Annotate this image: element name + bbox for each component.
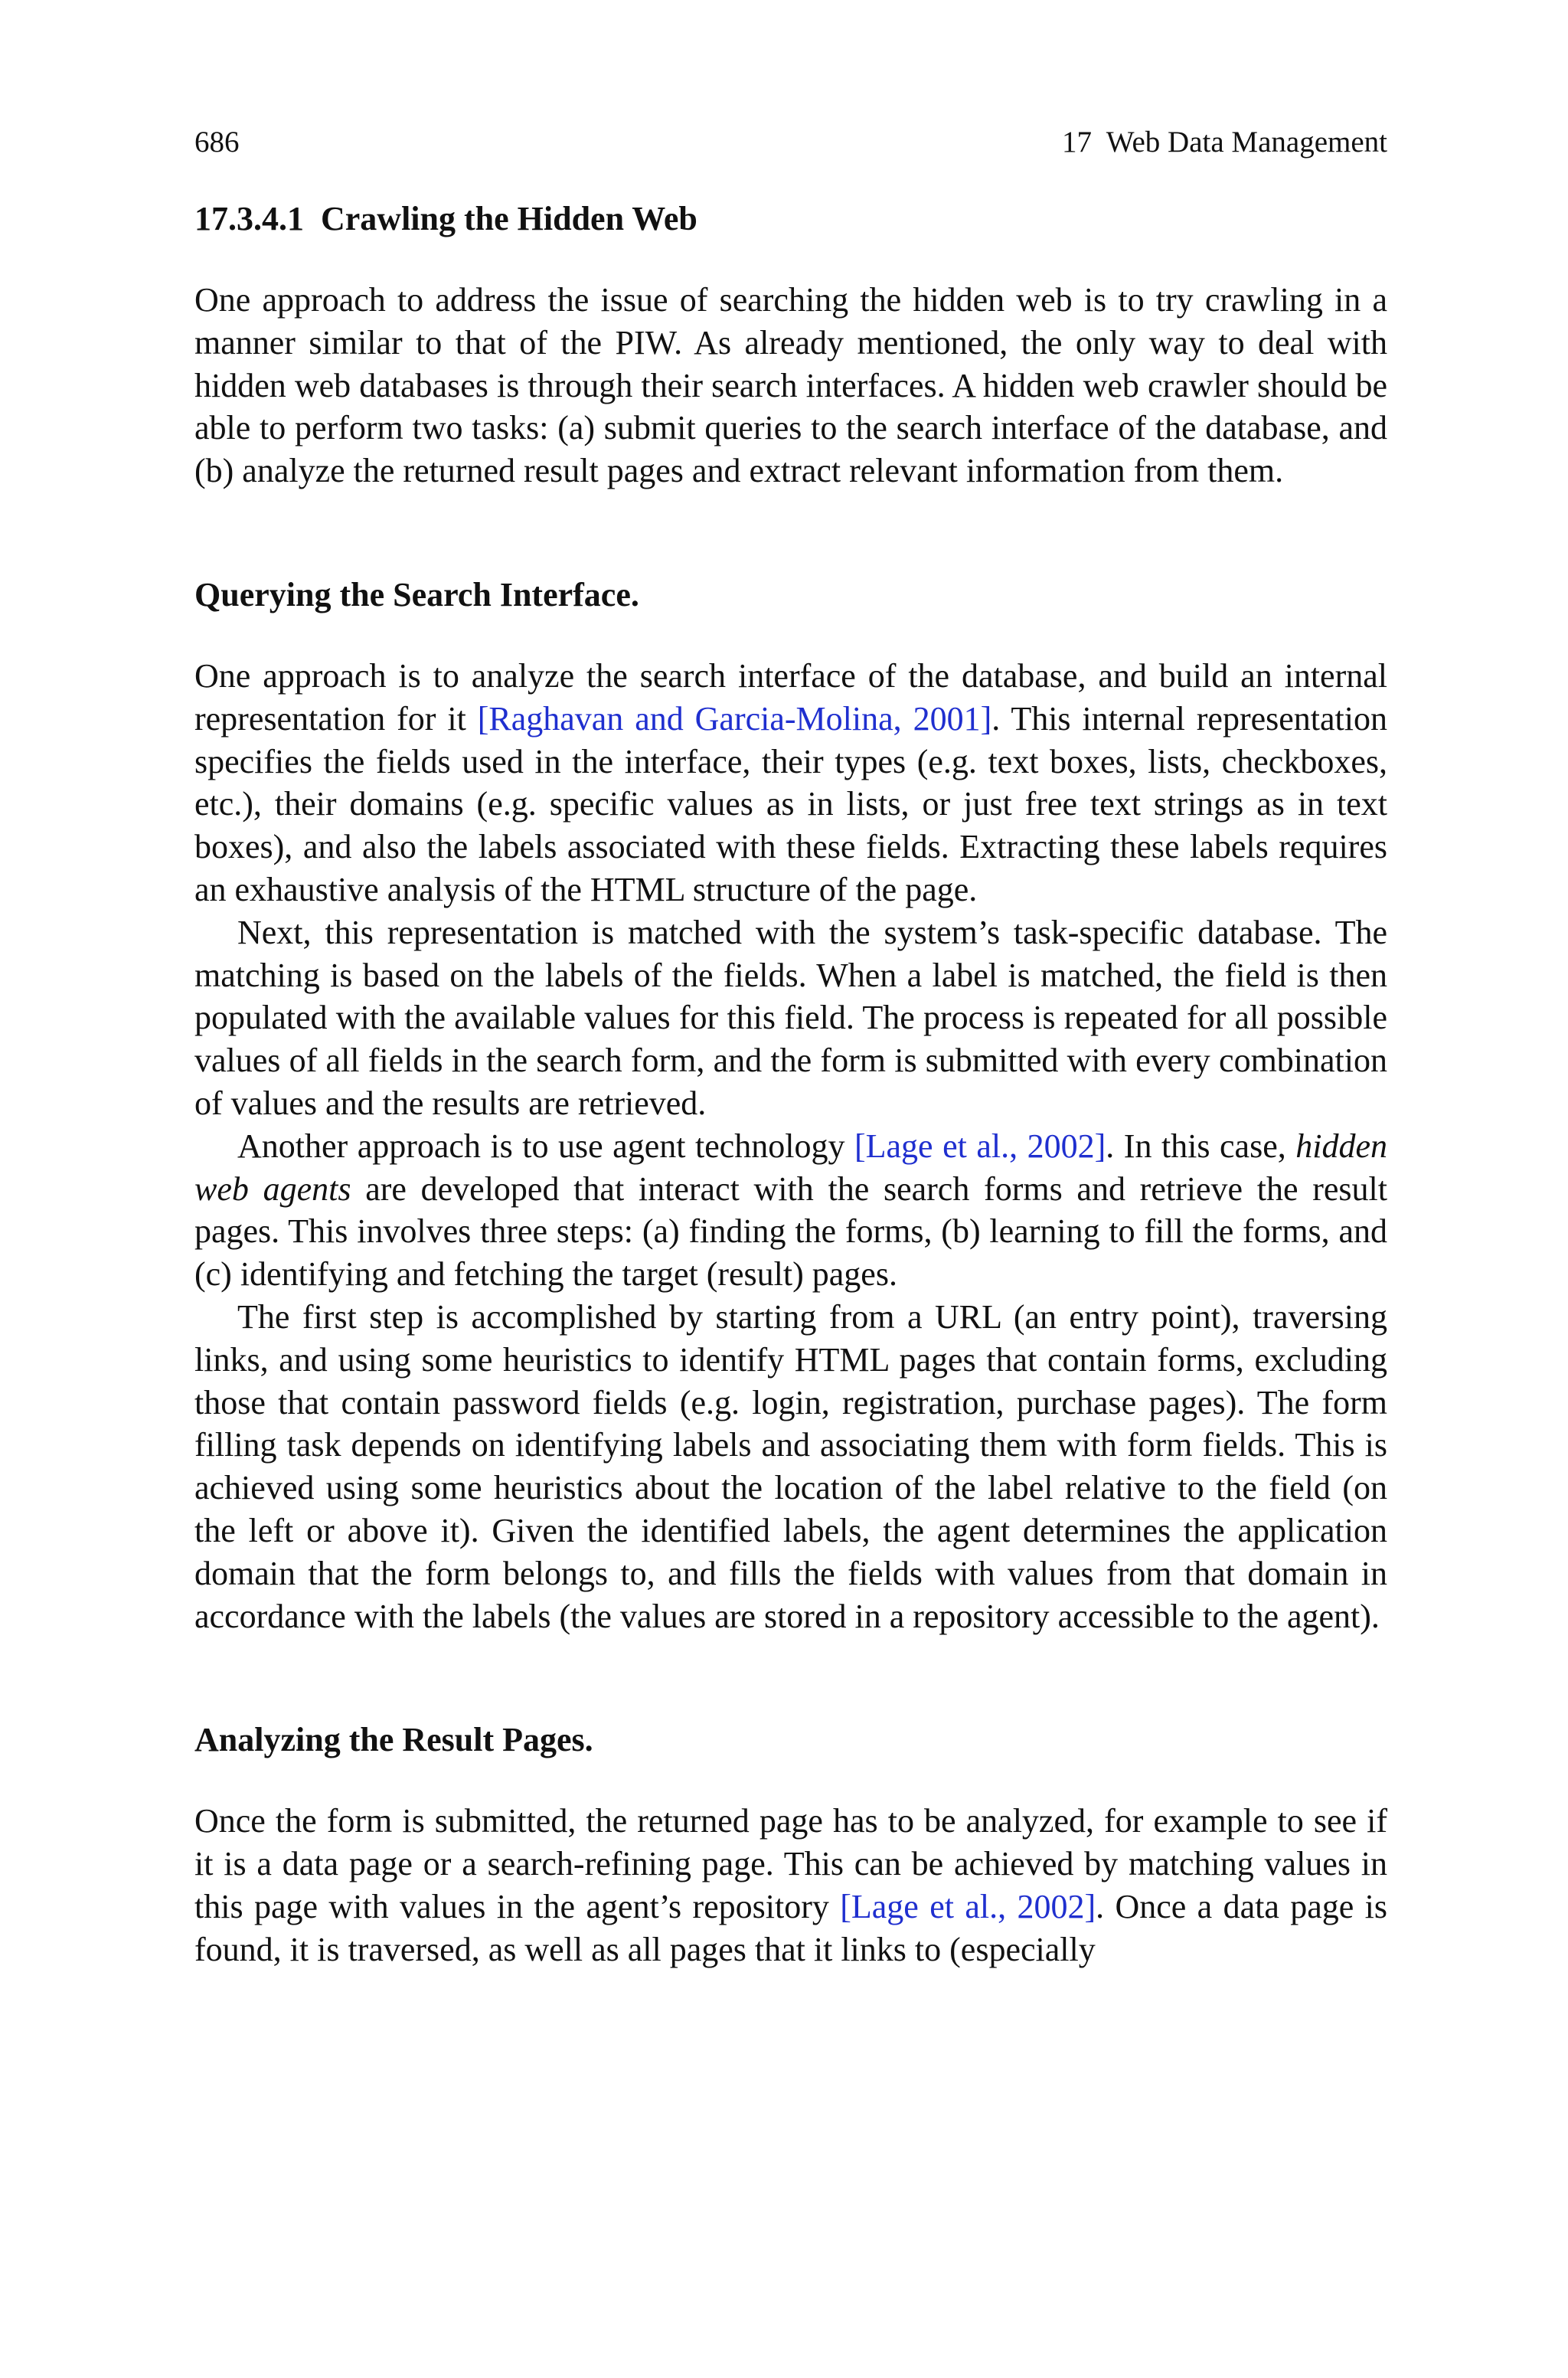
section-number: 17.3.4.1 xyxy=(194,200,304,237)
citation-lage-et-al[interactable]: [Lage et al., 2002] xyxy=(854,1127,1106,1165)
chapter-heading xyxy=(1062,123,1387,162)
querying-p1-text-after: . This internal representation specifies the fields used in the interface, their types (e.g. text boxes, lists, checkboxes, etc.), their domains (e.g. specific values as in lists, or just free text strings as in text boxes), and also the labels associated with these fields. Extracting these labels requires an exhaustive analysis of the HTML structure of the page. xyxy=(194,699,1387,908)
page-number: 686 xyxy=(194,126,240,159)
analyzing-heading: Analyzing the Result Pages. xyxy=(194,1721,593,1759)
chapter-number: 17 xyxy=(1061,126,1092,159)
analyzing-p1-text-before: Once the form is submitted, the returned page has to be analyzed, for example to see if it is a data page or a search-refining page. This can be achieved by matching values in this page with values in the agent’s repository xyxy=(194,1802,1387,1925)
querying-p1-text-before: One approach is to analyze the search interface of the database, and build an internal representation for it xyxy=(194,656,1387,738)
querying-p3-text-middle: . In this case, xyxy=(1106,1127,1296,1165)
section-title: Crawling the Hidden Web xyxy=(321,200,697,237)
section-heading xyxy=(194,196,1387,242)
document-page xyxy=(194,123,1387,1971)
querying-paragraph-2: Next, this representation is matched with the system’s task-specific database. The matching is based on the labels of the fields. When a label is matched, the field is then populated with the available values for this field. The process is repeated for all possible values of all fields in the search form, and the form is submitted with every combination of values and the results are retrieved. xyxy=(194,913,1387,1122)
intro-paragraph: One approach to address the issue of searching the hidden web is to try crawling in a manner similar to that of the PIW. As already mentioned, the only way to deal with hidden web databases is through their search interfaces. A hidden web crawler should be able to perform two tasks: (a) submit queries to the search interface of the database, and (b) analyze the returned result pages and extract relevant information from them. xyxy=(194,281,1387,490)
querying-paragraph-3 xyxy=(194,1125,1387,1296)
chapter-title: Web Data Management xyxy=(1106,126,1387,159)
emphasis-hidden-web-agents: hidden web agents xyxy=(194,1127,1388,1208)
citation-lage-et-al-2[interactable]: [Lage et al., 2002] xyxy=(840,1887,1096,1925)
analyzing-p1-text-after: . Once a data page is found, it is traversed, as well as all pages that it links to (especially xyxy=(194,1887,1387,1968)
querying-heading: Querying the Search Interface. xyxy=(194,575,639,613)
querying-paragraph-1 xyxy=(194,655,1387,911)
running-header xyxy=(194,123,1387,162)
querying-p3-text-after: are developed that interact with the search forms and retrieve the result pages. This involves three steps: (a) finding the forms, (b) learning to fill the forms, and (c) identifying and fetching the target (result) pages. xyxy=(194,1169,1387,1294)
querying-p3-text-before: Another approach is to use agent technology xyxy=(237,1127,854,1165)
querying-paragraph-4: The first step is accomplished by starting from a URL (an entry point), traversing links, and using some heuristics to identify HTML pages that contain forms, excluding those that contain password fields (e.g. login, registration, purchase pages). The form filling task depends on identifying labels and associating them with form fields. This is achieved using some heuristics about the location of the label relative to the field (on the left or above it). Given the identified labels, the agent determines the application domain that the form belongs to, and fills the fields with values from that domain in accordance with the labels (the values are stored in a repository accessible to the agent). xyxy=(194,1297,1387,1635)
citation-raghavan-garcia-molina[interactable]: [Raghavan and Garcia-Molina, 2001] xyxy=(477,699,992,738)
analyzing-paragraph-1 xyxy=(194,1800,1387,1971)
